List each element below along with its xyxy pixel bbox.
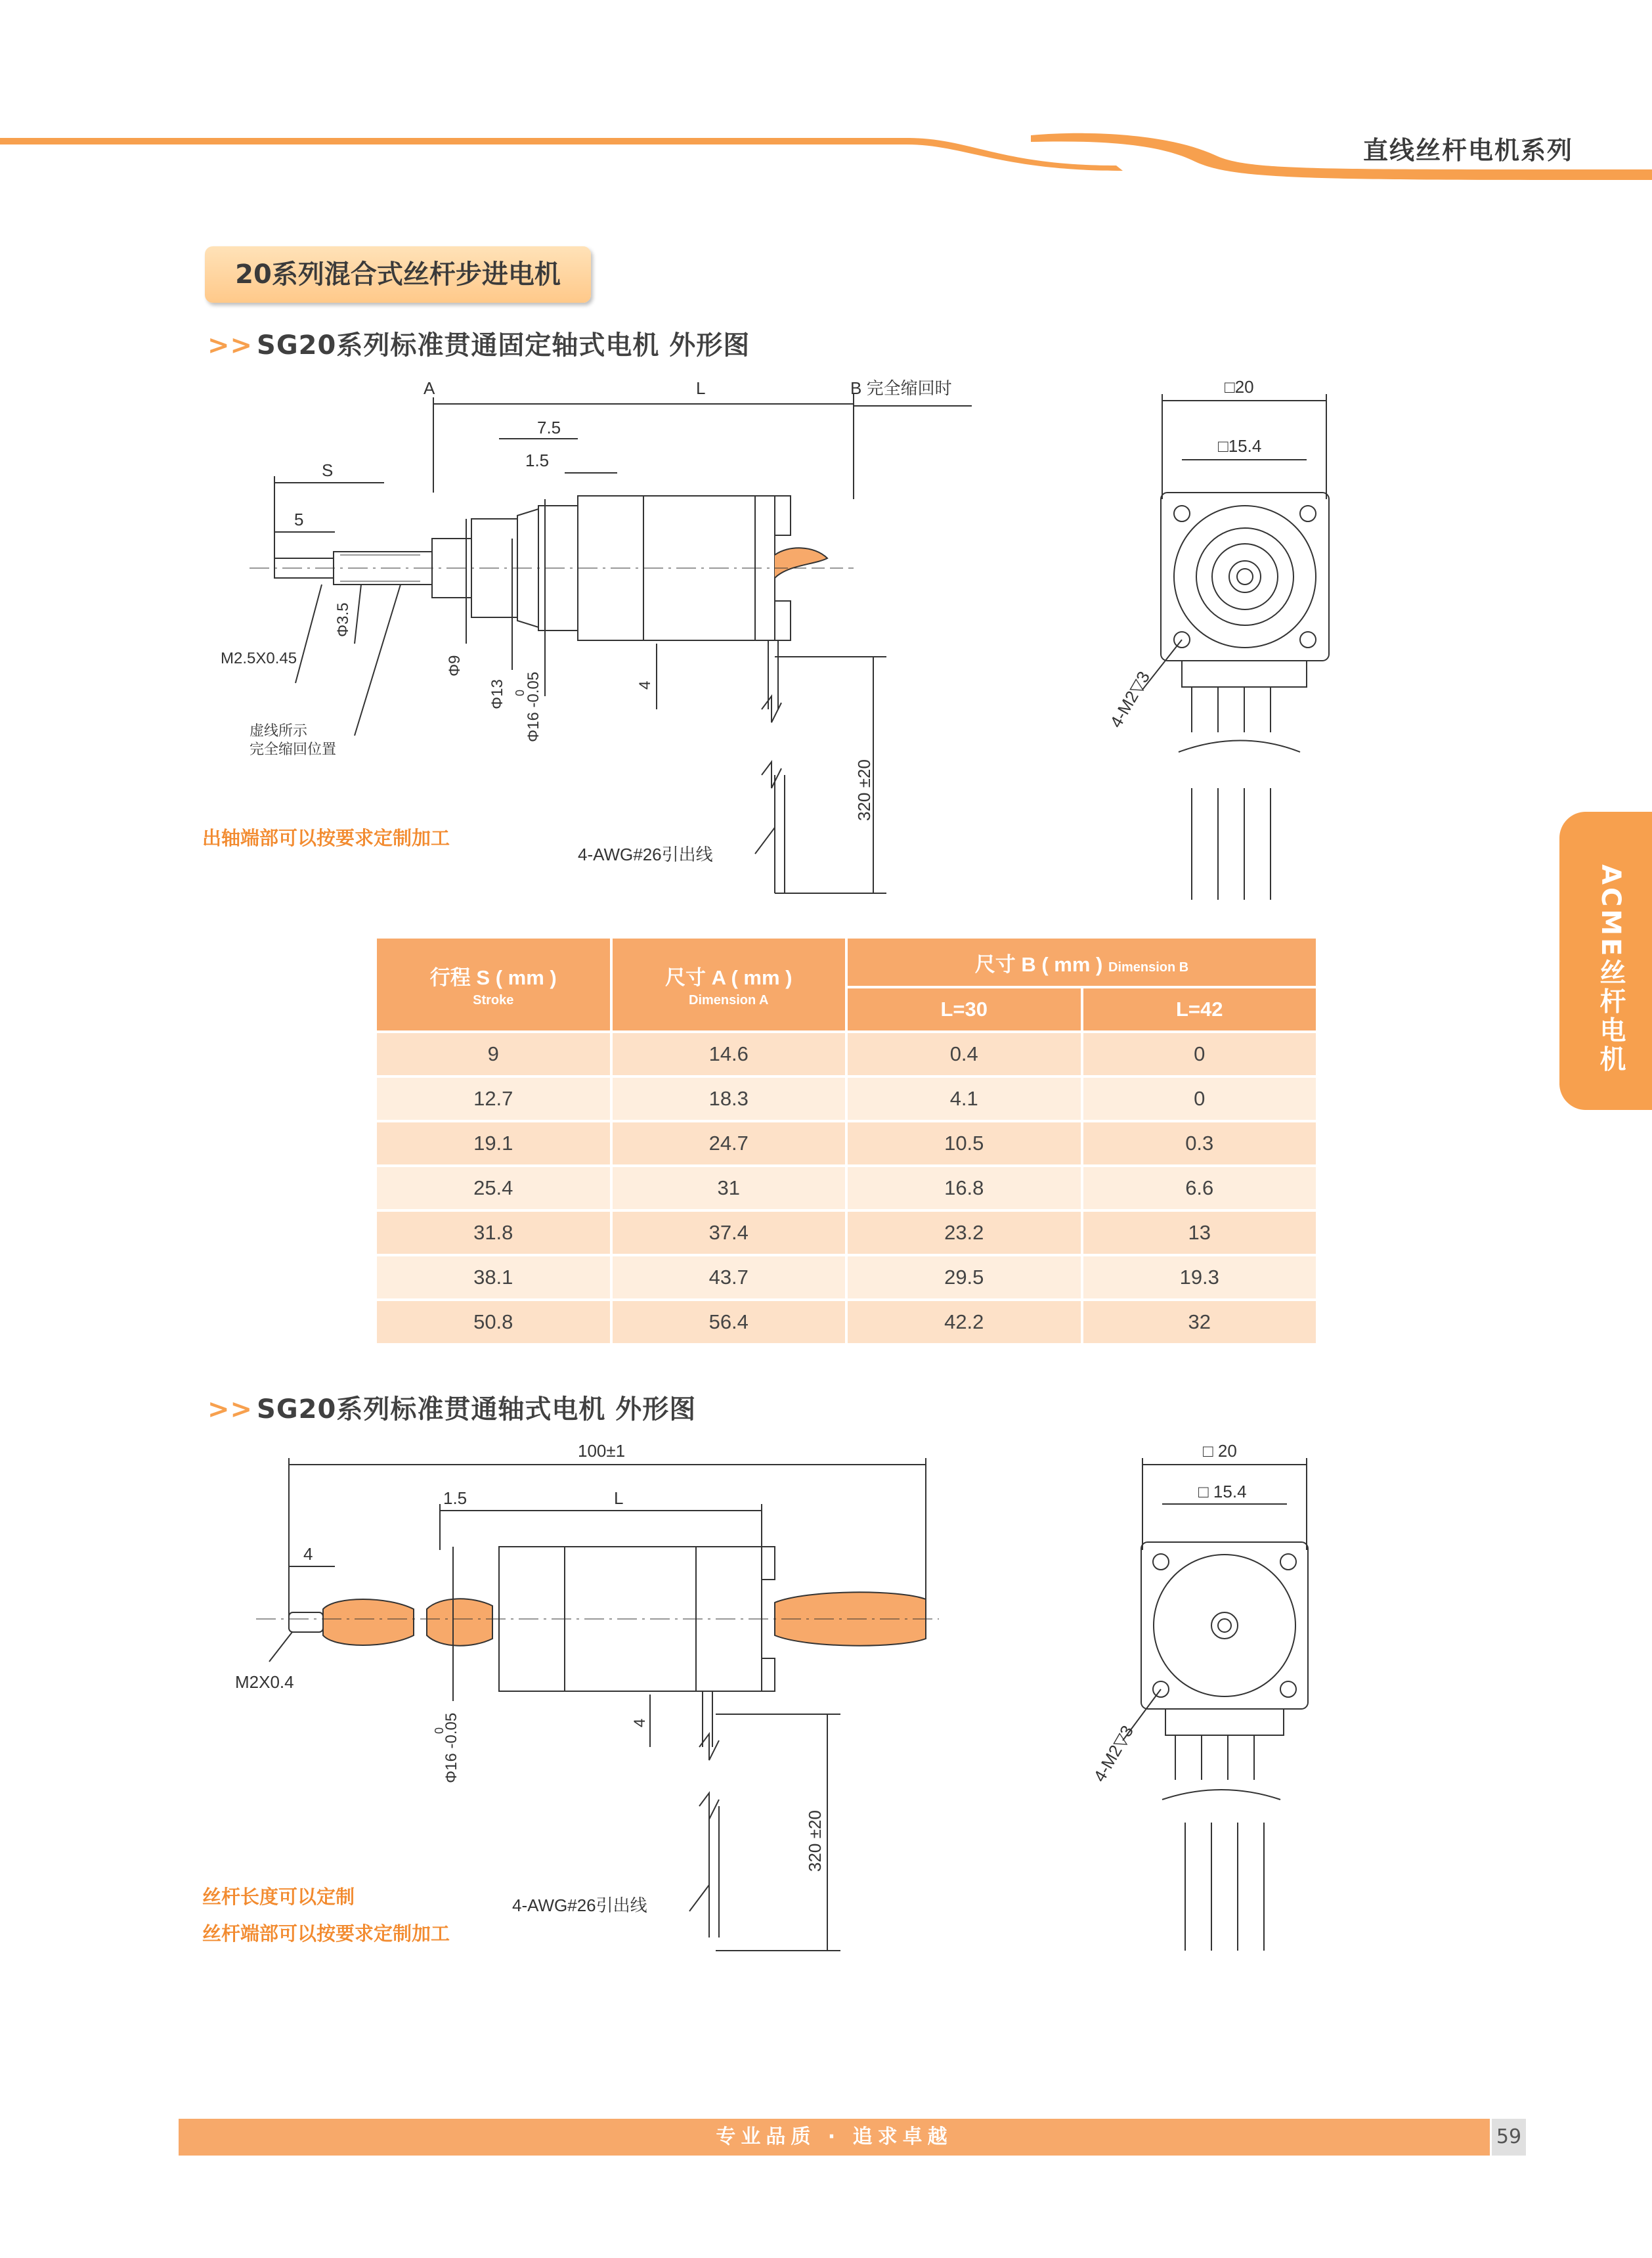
dim-tol-0: 0 (513, 689, 527, 696)
header-dim-b-en: Dimension B (1108, 960, 1189, 975)
dim-wire: 4-AWG#26引出线 (512, 1895, 647, 1915)
dim-5: 5 (294, 510, 304, 529)
dim-4: 4 (303, 1544, 313, 1564)
table-cell: 31.8 (377, 1212, 610, 1254)
dim-4b: 4 (631, 1718, 649, 1727)
dim-thread: M2.5X0.45 (221, 650, 297, 667)
section2-title-text: SG20系列标准贯通轴式电机 外形图 (257, 1394, 697, 1425)
table-cell: 19.1 (377, 1122, 610, 1164)
table-cell: 0 (1083, 1078, 1316, 1120)
dim-1-5: 1.5 (525, 451, 550, 470)
dim-sq-20: □ 20 (1203, 1441, 1237, 1461)
table-cell: 6.6 (1083, 1167, 1316, 1209)
dim-tol-0: 0 (433, 1727, 446, 1734)
table-cell: 4.1 (848, 1078, 1081, 1120)
table-row (377, 1256, 1316, 1298)
dim-4: 4 (636, 680, 654, 690)
header-stroke-cn: 行程 S ( mm ) (429, 966, 557, 989)
table-cell: 43.7 (613, 1256, 846, 1298)
page-number: 59 (1492, 2119, 1526, 2156)
table-cell: 23.2 (848, 1212, 1081, 1254)
dim-phi-3-5: Φ3.5 (334, 602, 352, 637)
arrows-icon: >> (207, 330, 253, 361)
table-cell: 9 (377, 1033, 610, 1075)
table-cell: 10.5 (848, 1122, 1081, 1164)
header-dim-b-cn: 尺寸 B ( mm ) (974, 952, 1103, 976)
table-cell: 14.6 (613, 1033, 846, 1075)
table-cell: 0.3 (1083, 1122, 1316, 1164)
dim-phi-16: Φ16 -0.05 (525, 671, 542, 742)
dim-7-5: 7.5 (537, 418, 561, 437)
header-stroke-en: Stroke (473, 993, 514, 1007)
dim-b: B 完全缩回时 (850, 378, 952, 398)
table-cell: 12.7 (377, 1078, 610, 1120)
spec-table-body (377, 1033, 1316, 1343)
dim-1-5: 1.5 (443, 1488, 467, 1508)
dim-phi-13: Φ13 (489, 679, 506, 709)
note-screw-end: 丝杆端部可以按要求定制加工 (202, 1922, 450, 1945)
table-cell: 18.3 (613, 1078, 846, 1120)
section1-title (207, 324, 750, 362)
note-screw-length: 丝杆长度可以定制 (202, 1886, 355, 1908)
table-row (377, 1212, 1316, 1254)
side-tab-label: ACME丝杆电机 (1596, 864, 1626, 1074)
dashed-note-2: 完全缩回位置 (250, 741, 337, 757)
dim-l: L (696, 378, 706, 398)
side-tab (1559, 812, 1652, 1110)
dim-a: A (424, 378, 435, 398)
table-row (377, 1033, 1316, 1075)
footer-bar (179, 2119, 1490, 2156)
table-cell: 29.5 (848, 1256, 1081, 1298)
dim-sq-15-4: □ 15.4 (1198, 1482, 1247, 1501)
table-cell: 56.4 (613, 1301, 846, 1343)
table-cell: 0.4 (848, 1033, 1081, 1075)
table-row (377, 1122, 1316, 1164)
dim-lead: 320 ±20 (805, 1810, 825, 1872)
table-row (377, 1301, 1316, 1343)
header-stroke (377, 939, 610, 1030)
table-cell: 37.4 (613, 1212, 846, 1254)
header-dim-a (613, 939, 846, 1030)
table-cell: 50.8 (377, 1301, 610, 1343)
drawing2-front-view (1051, 1438, 1366, 1977)
table-cell: 19.3 (1083, 1256, 1316, 1298)
arrows-icon: >> (207, 1394, 253, 1425)
header-dim-a-en: Dimension A (689, 993, 769, 1007)
drawing1-front-view (1064, 374, 1405, 913)
table-cell: 16.8 (848, 1167, 1081, 1209)
footer-slogan: 专业品质 · 追求卓越 (716, 2125, 953, 2148)
table-cell: 32 (1083, 1301, 1316, 1343)
dim-s: S (322, 460, 334, 480)
dim-phi-16: Φ16 -0.05 (443, 1712, 460, 1783)
dim-sq-15-4: □15.4 (1218, 436, 1262, 456)
section2-title (207, 1388, 696, 1426)
note-shaft-custom: 出轴端部可以按要求定制加工 (202, 827, 450, 849)
table-row (377, 1078, 1316, 1120)
dim-thread: M2X0.4 (235, 1672, 294, 1692)
table-cell: 38.1 (377, 1256, 610, 1298)
section1-title-text: SG20系列标准贯通固定轴式电机 外形图 (257, 330, 750, 361)
dim-lead: 320 ±20 (854, 759, 874, 821)
series-title: 直线丝杆电机系列 (1362, 136, 1573, 165)
header-dim-b (848, 939, 1316, 986)
header-dim-a-cn: 尺寸 A ( mm ) (665, 966, 793, 989)
table-cell: 25.4 (377, 1167, 610, 1209)
spec-table (374, 936, 1318, 1346)
header-l30: L=30 (848, 988, 1081, 1030)
table-row (377, 1167, 1316, 1209)
section-badge: 20系列混合式丝杆步进电机 (205, 246, 591, 303)
dim-total: 100±1 (578, 1441, 626, 1461)
table-cell: 31 (613, 1167, 846, 1209)
table-cell: 24.7 (613, 1122, 846, 1164)
dim-holes: 4-M2▽3 (1089, 1721, 1138, 1785)
header-l42: L=42 (1083, 988, 1316, 1030)
dim-wire: 4-AWG#26引出线 (578, 845, 713, 864)
table-cell: 42.2 (848, 1301, 1081, 1343)
table-cell: 0 (1083, 1033, 1316, 1075)
dim-holes: 4-M2▽3 (1106, 667, 1154, 731)
table-cell: 13 (1083, 1212, 1316, 1254)
dim-l: L (614, 1488, 624, 1508)
dashed-note-1: 虚线所示 (250, 722, 308, 739)
dim-sq-20: □20 (1225, 377, 1254, 397)
dim-phi-9: Φ9 (446, 655, 464, 676)
